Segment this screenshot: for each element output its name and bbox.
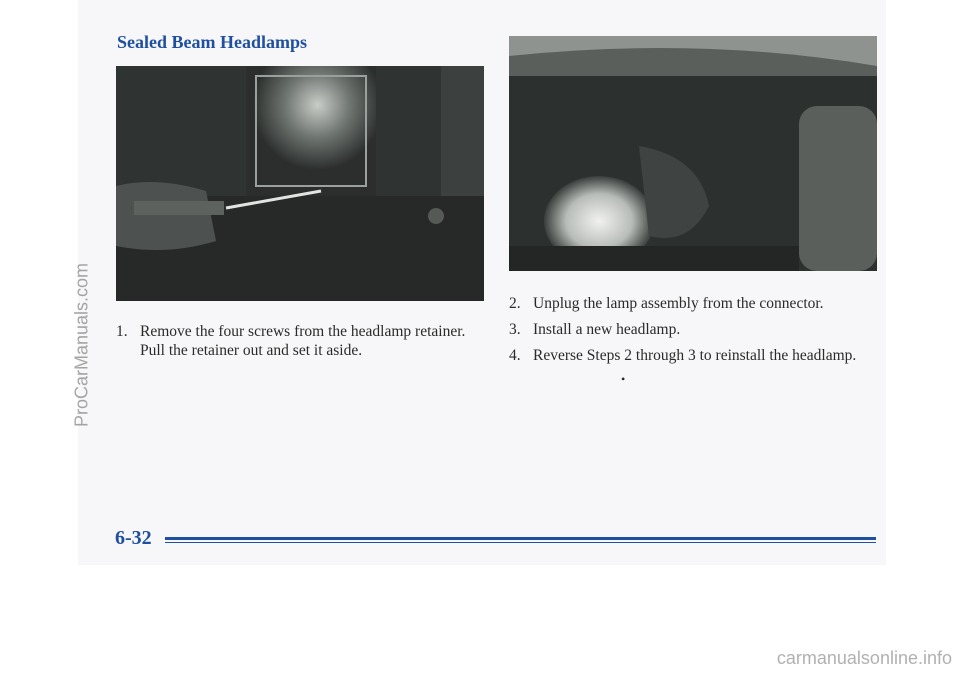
footer-rule [165, 537, 876, 540]
step-text: Remove the four screws from the headlamp retainer. [140, 323, 466, 340]
step-4 [509, 346, 856, 365]
page-number: 6-32 [115, 527, 152, 549]
step-1 [116, 322, 465, 360]
headlamp-retainer-photo [116, 66, 484, 301]
footer-rule-thin [165, 542, 876, 543]
step-text-continued: Pull the retainer out and set it aside. [140, 342, 363, 359]
bottom-watermark: carmanualsonline.info [776, 648, 952, 668]
lamp-connector-photo [509, 36, 877, 271]
step-number: 2. [509, 295, 521, 312]
side-watermark: ProCarManuals.com [71, 262, 92, 428]
step-number: 1. [116, 323, 128, 340]
step-number: 4. [509, 347, 521, 364]
stray-mark: • [621, 372, 626, 386]
step-number: 3. [509, 321, 521, 338]
step-text: Install a new headlamp. [533, 321, 681, 338]
step-2 [509, 294, 824, 313]
step-3 [509, 320, 680, 339]
section-heading: Sealed Beam Headlamps [117, 32, 308, 52]
step-text: Reverse Steps 2 through 3 to reinstall the headlamp. [533, 347, 857, 364]
step-text: Unplug the lamp assembly from the connector. [533, 295, 824, 312]
